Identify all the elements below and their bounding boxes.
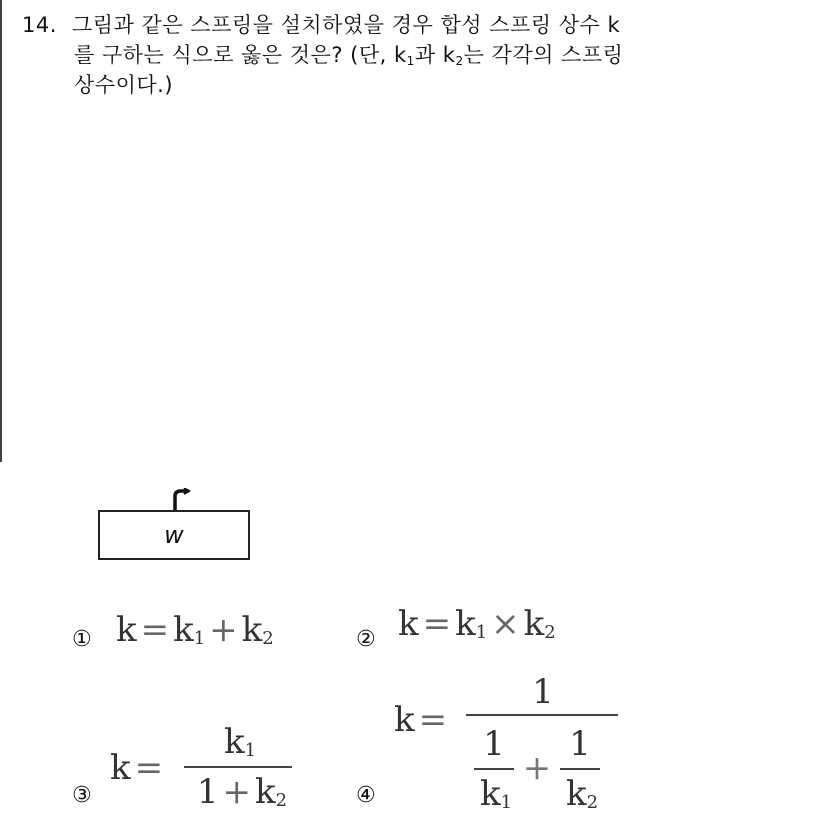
option-3-numerator: [190, 722, 290, 762]
option-1-term2-sub: 2: [262, 628, 274, 649]
option-4-inner-numerator-1: 1: [483, 724, 505, 764]
option-3-equals: =: [134, 748, 164, 788]
question-number: 14.: [22, 13, 57, 37]
option-4-inner-den-1-sub: 1: [500, 792, 513, 813]
option-3-lhs: k: [110, 748, 131, 788]
option-3-denominator-1: 1: [196, 772, 219, 812]
option-4-inner-den-2-k: k: [565, 774, 587, 814]
option-4-inner-den-1-k: k: [479, 774, 501, 814]
option-4-inner-bar-1: [474, 768, 514, 770]
option-1-formula[interactable]: [116, 610, 274, 650]
option-2-term2-sub: 2: [544, 622, 556, 643]
option-1-term2: k: [241, 610, 263, 650]
option-3-numerator-k: k: [223, 722, 245, 762]
question-line-2: [22, 40, 802, 70]
option-1-term1-sub: 1: [193, 628, 206, 649]
option-3-formula[interactable]: [110, 718, 310, 812]
option-2-lhs: k: [398, 604, 419, 644]
question-line-3: [22, 70, 802, 100]
question-line-2-part-c: 는 각각의 스프링: [463, 43, 624, 67]
option-2-term1-sub: 1: [475, 622, 488, 643]
option-4-inner-bar-2: [560, 768, 600, 770]
option-3-denominator-sub: 2: [275, 790, 288, 811]
option-3-denominator-plus: +: [222, 772, 252, 812]
question-line-2-part-b: 과 k: [414, 43, 456, 67]
weight-label: w: [164, 521, 184, 549]
option-4-lhs-group: [394, 700, 451, 740]
subscript-2: 2: [455, 54, 464, 68]
option-2-equals: =: [422, 604, 452, 644]
question-line-1-text: 그림과 같은 스프링을 설치하였을 경우 합성 스프링 상수 k: [72, 13, 621, 37]
option-4-inner-denominator-1: [474, 774, 518, 814]
option-4-formula[interactable]: [394, 672, 634, 812]
option-4-inner-plus: +: [522, 748, 552, 788]
option-3-fraction-bar: [184, 766, 292, 768]
question-line-1: [22, 10, 802, 40]
option-3-denominator: [186, 772, 298, 812]
option-2-term2: k: [523, 604, 545, 644]
left-border-line: [0, 0, 2, 462]
option-1-term1: k: [173, 610, 194, 650]
question-line-3-text: 상수이다.): [74, 73, 174, 97]
option-1-operator: +: [209, 610, 238, 650]
option-4-inner-den-2-sub: 2: [586, 792, 599, 813]
option-1-marker[interactable]: ①: [72, 627, 92, 652]
option-4-marker[interactable]: ④: [356, 783, 376, 808]
option-1-equals: =: [140, 610, 170, 650]
option-4-main-fraction-bar: [466, 714, 618, 716]
question-text: [22, 10, 802, 100]
option-3-numerator-sub: 1: [244, 740, 257, 761]
option-4-equals: =: [418, 700, 448, 740]
hook-icon: [168, 488, 192, 512]
option-4-inner-numerator-2: 1: [569, 724, 591, 764]
option-2-operator: ×: [491, 604, 520, 644]
option-2-marker[interactable]: ②: [356, 627, 376, 652]
subscript-1: 1: [406, 54, 415, 68]
option-2-term1: k: [455, 604, 476, 644]
option-3-marker[interactable]: ③: [72, 783, 92, 808]
option-3-denominator-k: k: [255, 772, 276, 812]
weight-block: [98, 510, 250, 560]
option-4-lhs: k: [394, 700, 415, 740]
option-4-inner-denominator-2: [560, 774, 604, 814]
option-2-formula[interactable]: [398, 604, 556, 644]
option-3-lhs-group: [110, 748, 167, 788]
option-1-lhs: k: [116, 610, 137, 650]
option-4-numerator: 1: [532, 672, 554, 712]
question-line-2-part-a: 를 구하는 식으로 옳은 것은? (단, k: [74, 43, 407, 67]
